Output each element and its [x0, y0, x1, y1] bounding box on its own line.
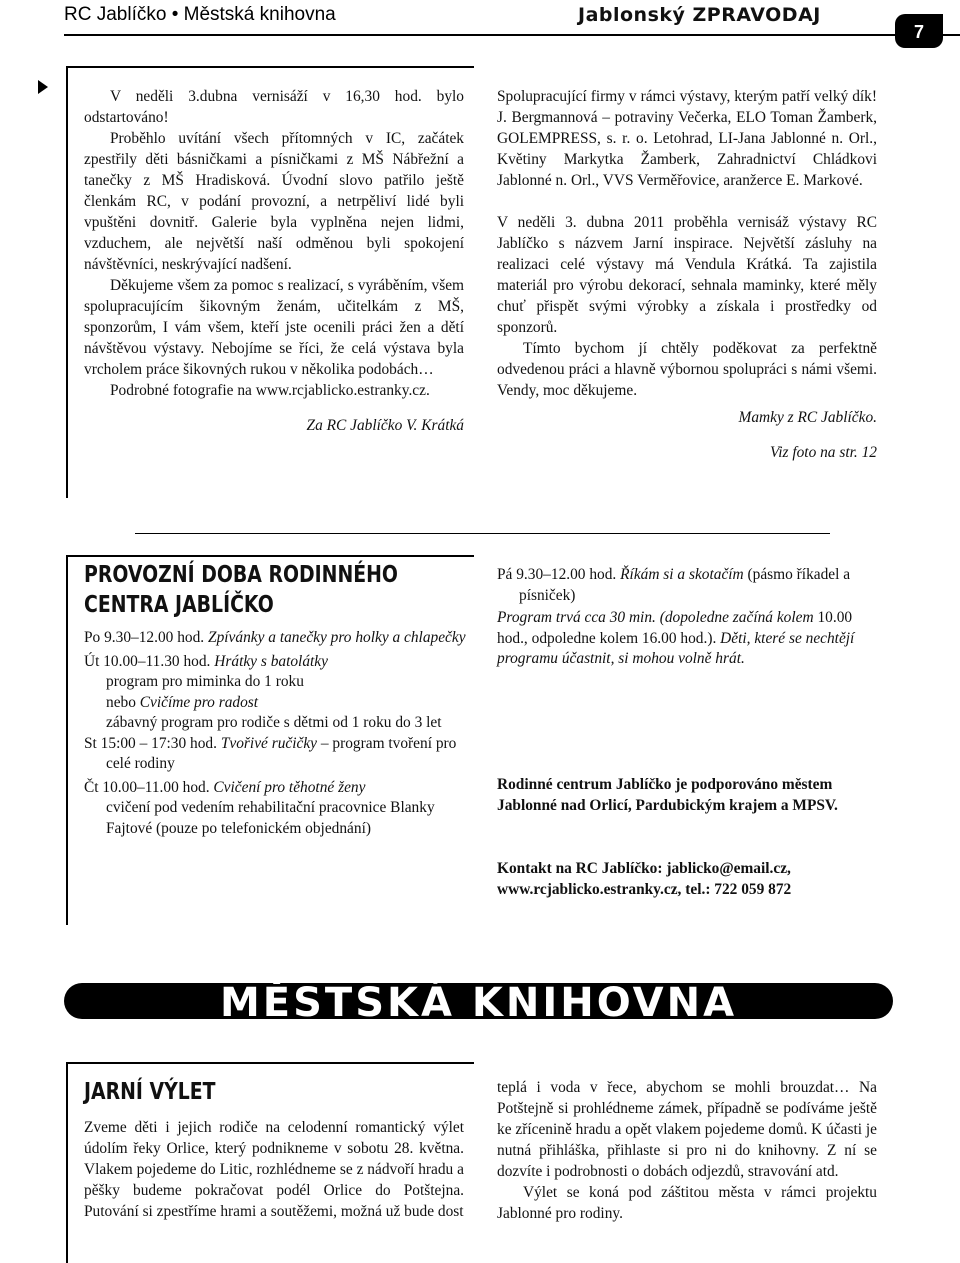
schedule-monday: [84, 628, 469, 649]
section-header-left: RC Jablíčko • Městská knihovna: [64, 4, 336, 25]
schedule-left-column: [84, 628, 469, 839]
schedule-title-line: PROVOZNÍ DOBA RODINNÉHO: [84, 562, 398, 588]
program-description: cvičení pod vedením rehabilitační pracovnice Blanky Fajtové (pouze po telefonickém objednání): [106, 799, 435, 837]
publication-title: Jablonský ZPRAVODAJ: [578, 4, 821, 26]
schedule-note: [497, 608, 877, 670]
trip-right-column: [497, 1077, 877, 1224]
program-description: program pro miminka do 1 roku: [106, 673, 304, 690]
contact-info: Kontakt na RC Jablíčko: jablicko@email.cz, www.rcjablicko.estranky.cz, tel.: 722 059 872: [497, 860, 792, 898]
article-paragraph: Děkujeme všem za pomoc s realizací, s vyráběním, všem spolupracujícím šikovným ženám, učitelkám z MŠ, sponzorům, I vám všem, kteří jste ocenili práci žen a dětí návštěvou výstavy. Nebojíme se říci, že celá výstava byla vrcholem práce šikovných rukou v několika podobách…: [84, 277, 464, 378]
schedule-title-line: CENTRA JABLÍČKO: [84, 592, 274, 618]
trip-paragraph: Výlet se koná pod záštitou města v rámci projektu Jablonné pro rodiny.: [497, 1184, 877, 1222]
program-description: – program tvoření pro celé rodiny: [106, 734, 457, 772]
program-name: Říkám si a skotačím: [620, 566, 744, 583]
section-divider: [135, 533, 830, 534]
support-statement: Rodinné centrum Jablíčko je podporováno městem Jablonné nad Orlicí, Pardubickým krajem a MPSV.: [497, 776, 838, 814]
article-right-column: [497, 86, 877, 463]
article-left-column: [84, 86, 464, 436]
program-name: Hrátky s batolátky: [214, 652, 328, 670]
article-paragraph: V neděli 3.dubna vernisáží v 16,30 hod. bylo odstartováno!: [84, 88, 464, 126]
schedule-title: [84, 560, 404, 620]
schedule-time: Út 10.00–11.30 hod.: [84, 652, 211, 670]
trip-paragraph: Zveme děti i jejich rodiče na celodenní romantický výlet údolím řeky Orlice, který podnikneme v sobotu 28. května. Vlakem pojedeme do Litic, rozhlédneme se z nádvoří hradu a pěšky budeme pokračovat podél Orlice do Potštejna. Putování si zpestříme hrami a soutěžemi, možná už bude dost: [84, 1119, 464, 1220]
article-paragraph: V neděli 3. dubna 2011 proběhla vernisáž výstavy RC Jablíčko s názvem Jarní inspirace. Největší zásluhy na realizaci celé výstavy má Vendula Krátká. Ta zajistila materiál pro výrobu dekorací, sehnala maminky, které měly chuť přispět svými výrobky a získala i prostředky od sponzorů.: [497, 214, 877, 336]
schedule-friday: [497, 565, 877, 606]
article-signature: Za RC Jablíčko V. Krátká: [306, 417, 464, 434]
sponsors-paragraph: Spolupracující firmy v rámci výstavy, kterým patří velký dík! J. Bergmannová – potraviny Večerka, ELO Toman Žamberk, GOLEMPRESS, s. r. o. Letohrad, LI-Jana Jablonné n. Orl., Květiny Markytka Žamberk, Zahradnictví Chládkovi Jablonné n. Orl., VVS Verměřovice, aranžerce E. Markové.: [497, 88, 877, 189]
program-name: Tvořivé ručičky: [220, 734, 317, 752]
schedule-time: Pá 9.30–12.00 hod.: [497, 566, 617, 583]
program-description: (pásmo říkadel a písniček): [519, 566, 851, 604]
schedule-time: Čt 10.00–11.00 hod.: [84, 778, 210, 796]
note-end: Děti, které se nechtějí programu účastnit, si mohou volně hrát.: [497, 629, 855, 667]
trip-paragraph: teplá i voda v řece, abychom se mohli brouzdat… Na Potštejně si prohlédneme zámek, případně se podíváme ještě ke zřícenině hradu a opět vlakem pojedeme domů. K účasti je nutná přihláška, přihlaste si pro ni do knihovny. Z ní se dozvíte i podrobnosti o dobách odjezdů, stravování atd.: [497, 1079, 877, 1180]
article-paragraph: Proběhlo uvítání všech přítomných v IC, začátek zpestřily děti básničkami a písničkami z MŠ Nábřežní a tanečky z MŠ Hradisková. Úvodní slovo patřilo ještě členkám RC, v podání provozní, a netrpěliví lidé byli vpuštěni dovnitř. Galerie byla vyplněna nejen lidmi, vzduchem, ale největší naší odměnou byli spokojení návštěvníci, neskrývající nadšení.: [84, 130, 464, 273]
schedule-right-column: [497, 565, 877, 670]
triangle-arrow-icon: [38, 80, 48, 94]
schedule-time: Po 9.30–12.00 hod.: [84, 629, 205, 646]
program-name: Cvičení pro těhotné ženy: [213, 778, 366, 796]
program-name: Cvičíme pro radost: [139, 693, 259, 711]
schedule-or: nebo: [106, 693, 136, 711]
program-description: zábavný program pro rodiče s dětmi od 1 roku do 3 let: [106, 714, 442, 731]
note-italic: Program trvá cca 30 min. (dopoledne začíná kolem: [497, 609, 814, 626]
trip-title: JARNÍ VÝLET: [84, 1079, 216, 1105]
article-paragraph: Tímto bychom jí chtěly poděkovat za perfektně odvedenou práci a hlavně výbornou spolupráci s námi všemi. Vendy, moc děkujeme.: [497, 340, 877, 399]
article-signature: Mamky z RC Jablíčko.: [738, 409, 877, 426]
header-rule: [64, 34, 960, 36]
page-number: 7: [895, 14, 943, 48]
schedule-alternative: [84, 693, 469, 714]
trip-left-column: [84, 1117, 464, 1222]
note-times: 10.00 hod., odpoledne kolem 16.00 hod.).: [497, 609, 853, 647]
library-banner-title: MĚSTSKÁ KNIHOVNA: [219, 980, 738, 1026]
article-paragraph: Podrobné fotografie na www.rcjablicko.estranky.cz.: [110, 382, 430, 399]
schedule-thursday: [84, 778, 469, 799]
program-name: Zpívánky a tanečky pro holky a chlapečky: [208, 629, 466, 646]
schedule-wednesday: [84, 734, 469, 775]
schedule-time: St 15:00 – 17:30 hod.: [84, 734, 217, 752]
schedule-tuesday: [84, 652, 469, 673]
photo-reference: Viz foto na str. 12: [769, 444, 877, 461]
